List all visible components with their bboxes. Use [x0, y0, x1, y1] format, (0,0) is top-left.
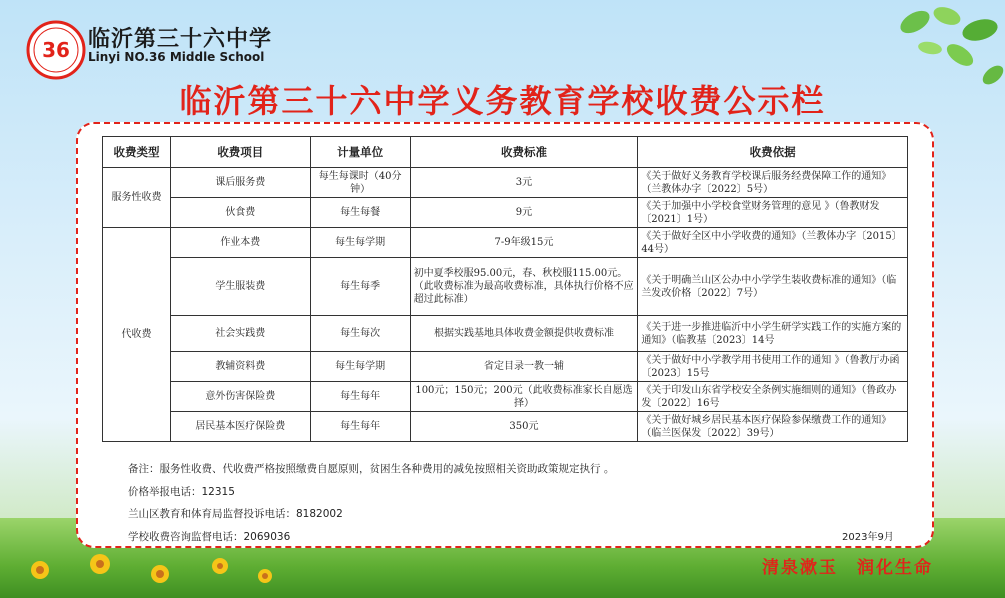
page-title: 临沂第三十六中学义务教育学校收费公示栏 [179, 82, 826, 120]
fee-standard-cell: 根据实践基地具体收费金额提供收费标准 [410, 316, 638, 352]
fee-basis-cell: 《关于做好义务教育学校课后服务经费保障工作的通知》（兰教体办字〔2022〕5号） [638, 168, 908, 198]
fee-unit-cell: 每生每年 [310, 382, 410, 412]
table-row [103, 412, 908, 442]
fee-unit-cell: 每生每学期 [310, 228, 410, 258]
fee-standard-cell: 9元 [410, 198, 638, 228]
fee-basis-cell: 《关于做好全区中小学收费的通知》（兰教体办字〔2015〕44号） [638, 228, 908, 258]
header-cell: 收费依据 [638, 137, 908, 168]
fee-item-cell: 教辅资料费 [170, 352, 310, 382]
table-row [103, 168, 908, 198]
table-header-row [103, 137, 908, 168]
fee-basis-cell: 《关于加强中小学校食堂财务管理的意见 》（鲁教财发〔2021〕1号） [638, 198, 908, 228]
notes-block [128, 458, 614, 548]
fee-unit-cell: 每生每季 [310, 258, 410, 316]
fee-basis-cell: 《关于做好城乡居民基本医疗保险参保缴费工作的通知》（临兰医保发〔2022〕39号） [638, 412, 908, 442]
table-row [103, 228, 908, 258]
table-row [103, 352, 908, 382]
header-cell: 计量单位 [310, 137, 410, 168]
fee-standard-cell: 350元 [410, 412, 638, 442]
school-hotline: 学校收费咨询监督电话：2069036 [128, 530, 291, 543]
bureau-hotline: 兰山区教育和体育局监督投诉电话：8182002 [128, 508, 343, 520]
table-row [103, 198, 908, 228]
fee-unit-cell: 每生每次 [310, 316, 410, 352]
price-hotline: 价格举报电话：12315 [128, 485, 235, 498]
header-cell: 收费项目 [170, 137, 310, 168]
fee-basis-cell: 《关于印发山东省学校安全条例实施细则的通知》（鲁政办发〔2022〕16号 [638, 382, 908, 412]
flowers-decoration [20, 550, 280, 590]
fee-standard-cell: 3元 [410, 168, 638, 198]
remark-text: 备注：服务性收费、代收费严格按照缴费自愿原则，贫困生各种费用的减免按照相关资助政策规定执行 。 [128, 463, 615, 475]
table-row [103, 258, 908, 316]
fee-item-cell: 居民基本医疗保险费 [170, 412, 310, 442]
fee-item-cell: 学生服装费 [170, 258, 310, 316]
table-row [103, 316, 908, 352]
fee-unit-cell: 每生每课时（40分钟） [310, 168, 410, 198]
fee-type-cell: 服务性收费 [103, 168, 171, 228]
fee-item-cell: 意外伤害保险费 [170, 382, 310, 412]
school-slogan: 清泉漱玉 润化生命 [762, 558, 933, 578]
fee-item-cell: 作业本费 [170, 228, 310, 258]
school-logo [26, 20, 86, 80]
table-row [103, 382, 908, 412]
header-cell: 收费标准 [410, 137, 638, 168]
fee-standard-cell: 省定目录一教一辅 [410, 352, 638, 382]
publish-date: 2023年9月 [842, 532, 894, 543]
fee-basis-cell: 《关于进一步推进临沂中小学生研学实践工作的实施方案的通知》（临教基〔2023〕14号 [638, 316, 908, 352]
fee-standard-cell: 初中夏季校服95.00元，春、秋校服115.00元。（此收费标准为最高收费标准，具体执行价格不应超过此标准） [410, 258, 638, 316]
fee-item-cell: 社会实践费 [170, 316, 310, 352]
school-name-en: Linyi NO.36 Middle School [88, 50, 265, 64]
fee-type-cell: 代收费 [103, 228, 171, 442]
fee-unit-cell: 每生每年 [310, 412, 410, 442]
logo-text: 36 [42, 38, 70, 62]
fee-unit-cell: 每生每学期 [310, 352, 410, 382]
fee-item-cell: 伙食费 [170, 198, 310, 228]
fee-item-cell: 课后服务费 [170, 168, 310, 198]
fee-basis-cell: 《关于明确兰山区公办中小学学生装收费标准的通知》（临兰发改价格〔2022〕7号） [638, 258, 908, 316]
fee-basis-cell: 《关于做好中小学教学用书使用工作的通知 》（鲁教厅办函〔2023〕15号 [638, 352, 908, 382]
fee-standard-cell: 100元；150元；200元（此收费标准家长自愿选择） [410, 382, 638, 412]
fee-standard-cell: 7-9年级15元 [410, 228, 638, 258]
fee-table [102, 136, 908, 442]
fee-unit-cell: 每生每餐 [310, 198, 410, 228]
school-name-cn: 临沂第三十六中学 [88, 27, 273, 52]
header-cell: 收费类型 [103, 137, 171, 168]
